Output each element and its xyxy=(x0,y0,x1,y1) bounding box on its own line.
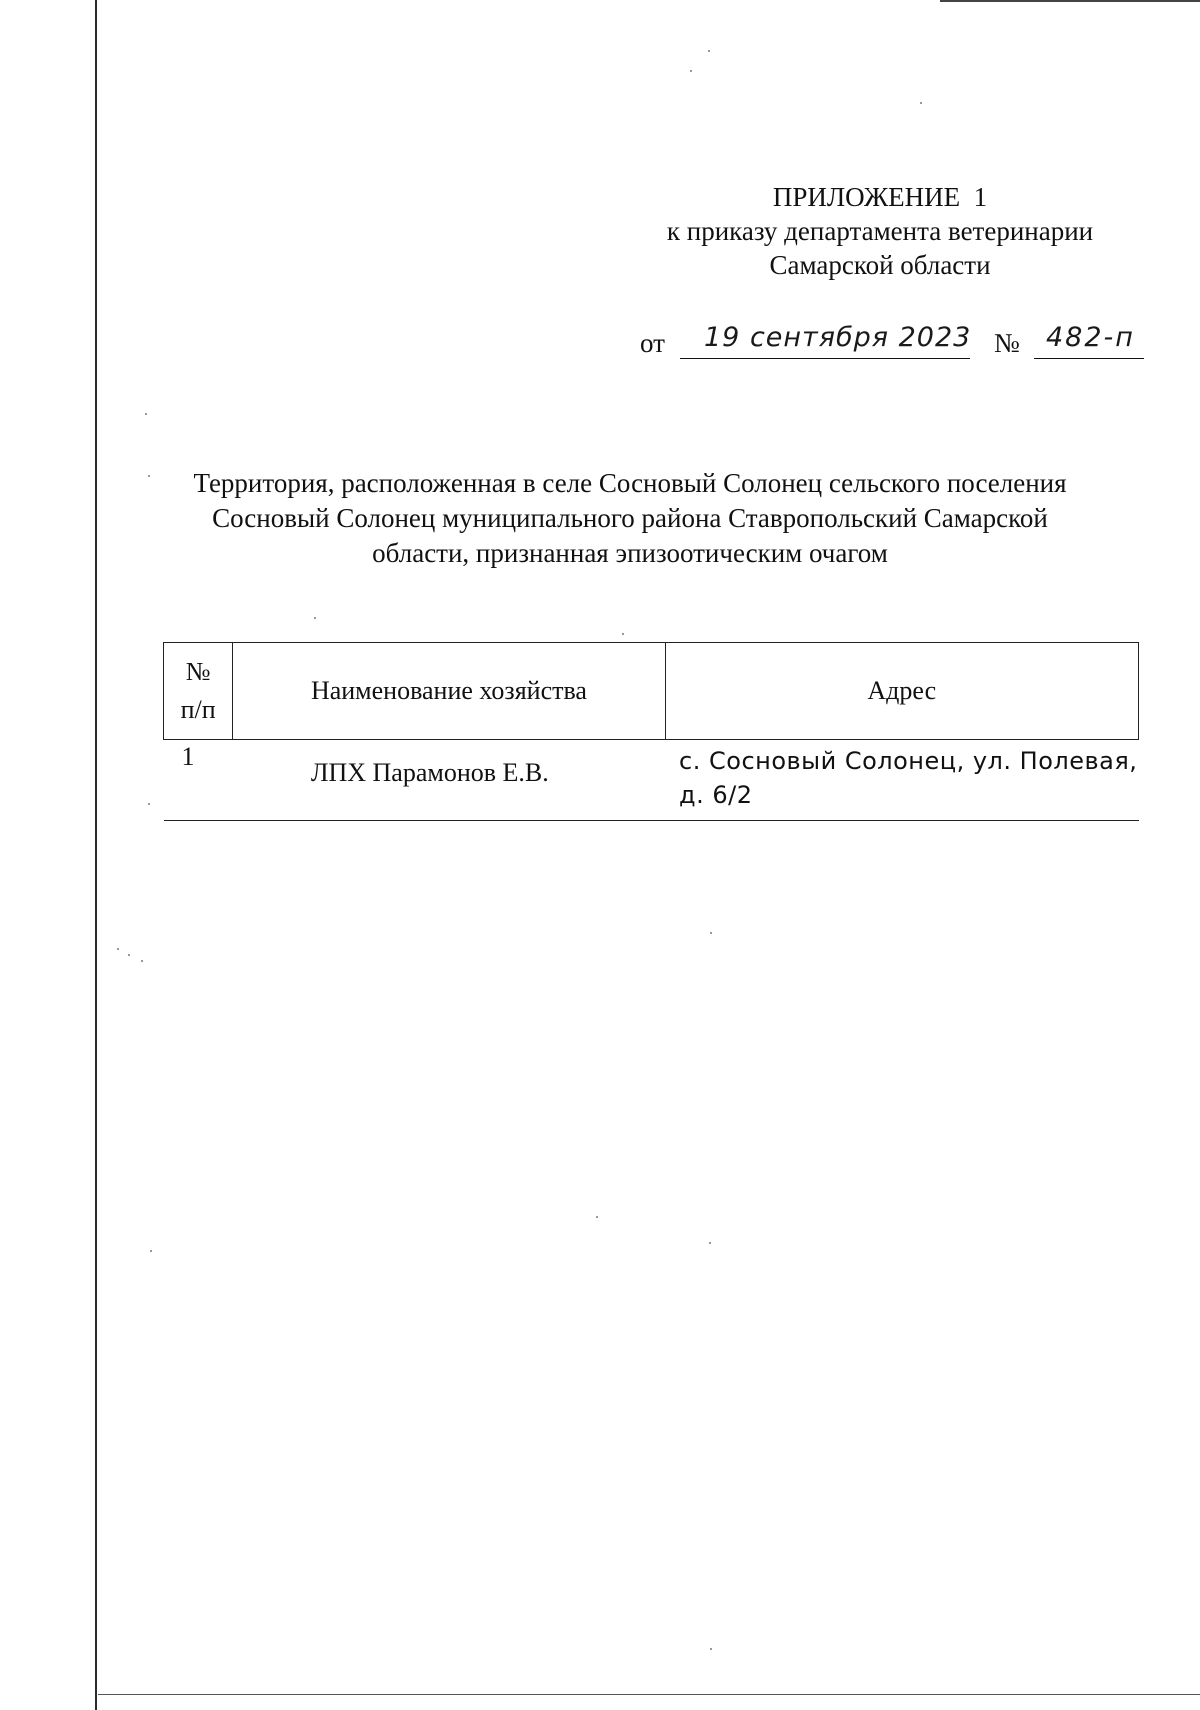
scan-speck xyxy=(710,932,712,934)
header-farm-name: Наименование хозяйства xyxy=(233,643,665,740)
header-number-sign: № xyxy=(185,657,211,686)
scan-speck xyxy=(920,102,922,104)
scan-speck xyxy=(117,948,119,950)
order-date-field xyxy=(680,320,970,359)
header-pp: п/п xyxy=(180,695,216,724)
appendix-order-reference: к приказу департамента ветеринарии xyxy=(666,216,1094,246)
scan-speck xyxy=(148,803,150,805)
scan-speck xyxy=(709,1242,711,1244)
order-date-handwritten: 19 сентября 2023 xyxy=(704,322,972,353)
order-number-handwritten: 482-п xyxy=(1046,322,1135,353)
scan-edge-left xyxy=(95,0,97,1710)
scan-speck xyxy=(710,1648,712,1650)
address-line: с. Сосновый Солонец, ул. Полевая, xyxy=(679,747,1138,775)
header-address: Адрес xyxy=(665,643,1138,740)
address-line: д. 6/2 xyxy=(679,781,753,809)
scan-speck xyxy=(150,1250,152,1252)
header-row-number xyxy=(164,643,233,740)
document-title-line: области, признанная эпизоотическим очагом xyxy=(372,538,888,568)
farms-table-grid xyxy=(163,642,1139,821)
table-header-row xyxy=(164,643,1139,740)
scan-speck xyxy=(622,633,624,635)
scan-speck xyxy=(128,954,130,956)
cell-address xyxy=(665,740,1138,821)
cell-farm-name: ЛПХ Парамонов Е.В. xyxy=(233,740,665,821)
scan-speck xyxy=(314,617,316,619)
appendix-title: ПРИЛОЖЕНИЕ 1 xyxy=(772,182,988,212)
scan-speck xyxy=(708,50,710,52)
appendix-region: Самарской области xyxy=(769,250,991,280)
cell-row-number: 1 xyxy=(164,740,233,821)
scan-edge-top xyxy=(940,0,1200,2)
order-date-number-line xyxy=(636,320,1136,360)
scan-speck xyxy=(145,413,147,415)
order-number-sign: № xyxy=(994,328,1020,358)
document-title-line: Сосновый Солонец муниципального района Ставропольский Самарской xyxy=(212,503,1048,533)
scan-speck xyxy=(141,960,143,962)
table-header xyxy=(164,643,1139,740)
scan-speck xyxy=(690,70,692,72)
table-row xyxy=(164,740,1139,821)
document-title-line: Территория, расположенная в селе Сосновый Солонец сельского поселения xyxy=(193,468,1067,498)
scan-edge-bottom xyxy=(98,1694,1200,1695)
table-body xyxy=(164,740,1139,821)
farms-table xyxy=(163,642,1139,821)
document-title xyxy=(150,466,1110,571)
order-date-prefix: от xyxy=(640,328,665,358)
order-number-field xyxy=(1034,320,1144,359)
appendix-header xyxy=(640,180,1120,282)
scan-speck xyxy=(596,1216,598,1218)
